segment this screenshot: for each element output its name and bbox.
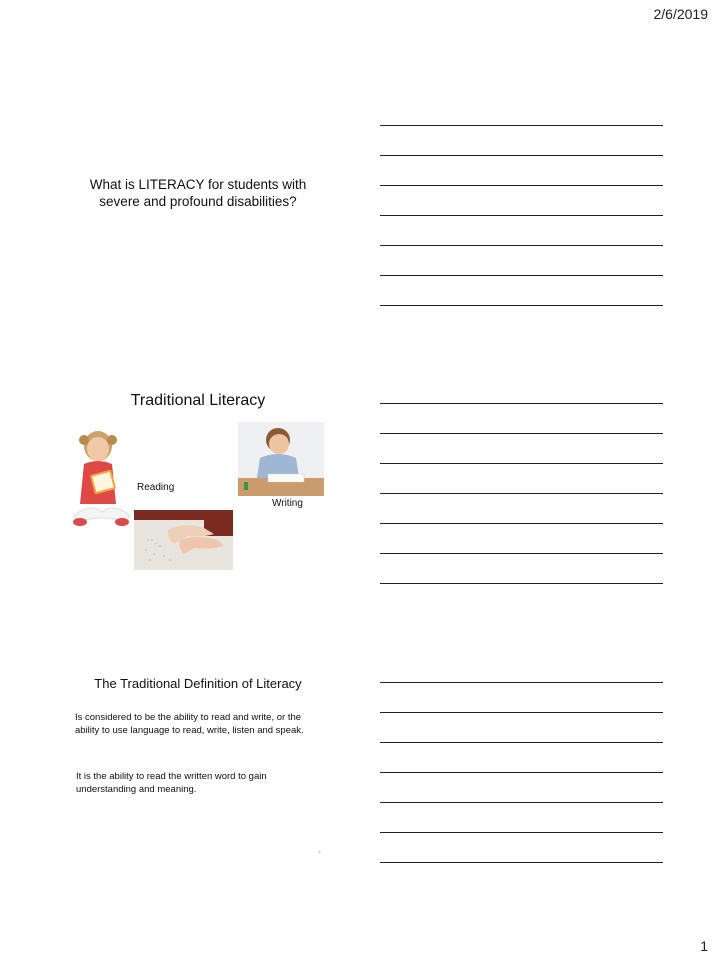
reading-label: Reading: [137, 482, 175, 493]
note-line: [380, 742, 663, 772]
boy-writing-photo: [238, 422, 324, 496]
notes-lines-3: [380, 682, 663, 892]
girl-reading-photo: [70, 426, 134, 532]
note-line: [380, 403, 663, 433]
page-date: 2/6/2019: [653, 6, 708, 22]
note-line: [380, 155, 663, 185]
notes-lines-1: [380, 125, 663, 335]
note-line: [380, 215, 663, 245]
note-line: [380, 862, 663, 892]
slide-1-title: What is LITERACY for students with severe and profound disabilities?: [89, 177, 307, 209]
note-line: [380, 772, 663, 802]
note-line: [380, 553, 663, 583]
note-line: [380, 433, 663, 463]
notes-lines-2: [380, 403, 663, 613]
note-line: [380, 463, 663, 493]
slide-2-title: Traditional Literacy: [130, 392, 266, 409]
definition-paragraph-1: Is considered to be the ability to read and write, or the ability to use language to read, write, listen and speak.: [75, 712, 304, 736]
slide-number: 4: [318, 850, 321, 856]
note-line: [380, 523, 663, 553]
note-line: [380, 245, 663, 275]
page-number: 1: [700, 938, 708, 954]
slide-2: [70, 380, 326, 572]
braille-hands-photo: [134, 510, 233, 570]
note-line: [380, 305, 663, 335]
definition-paragraph-2: It is the ability to read the written word to gain understanding and meaning.: [76, 771, 267, 795]
writing-label: Writing: [272, 498, 303, 509]
note-line: [380, 832, 663, 862]
note-line: [380, 583, 663, 613]
note-line: [380, 712, 663, 742]
note-line: [380, 682, 663, 712]
note-line: [380, 125, 663, 155]
note-line: [380, 275, 663, 305]
note-line: [380, 493, 663, 523]
slide-3-title: The Traditional Definition of Literacy: [94, 676, 302, 691]
slide-1: [70, 100, 326, 292]
note-line: [380, 802, 663, 832]
slide-3: [70, 660, 326, 856]
note-line: [380, 185, 663, 215]
